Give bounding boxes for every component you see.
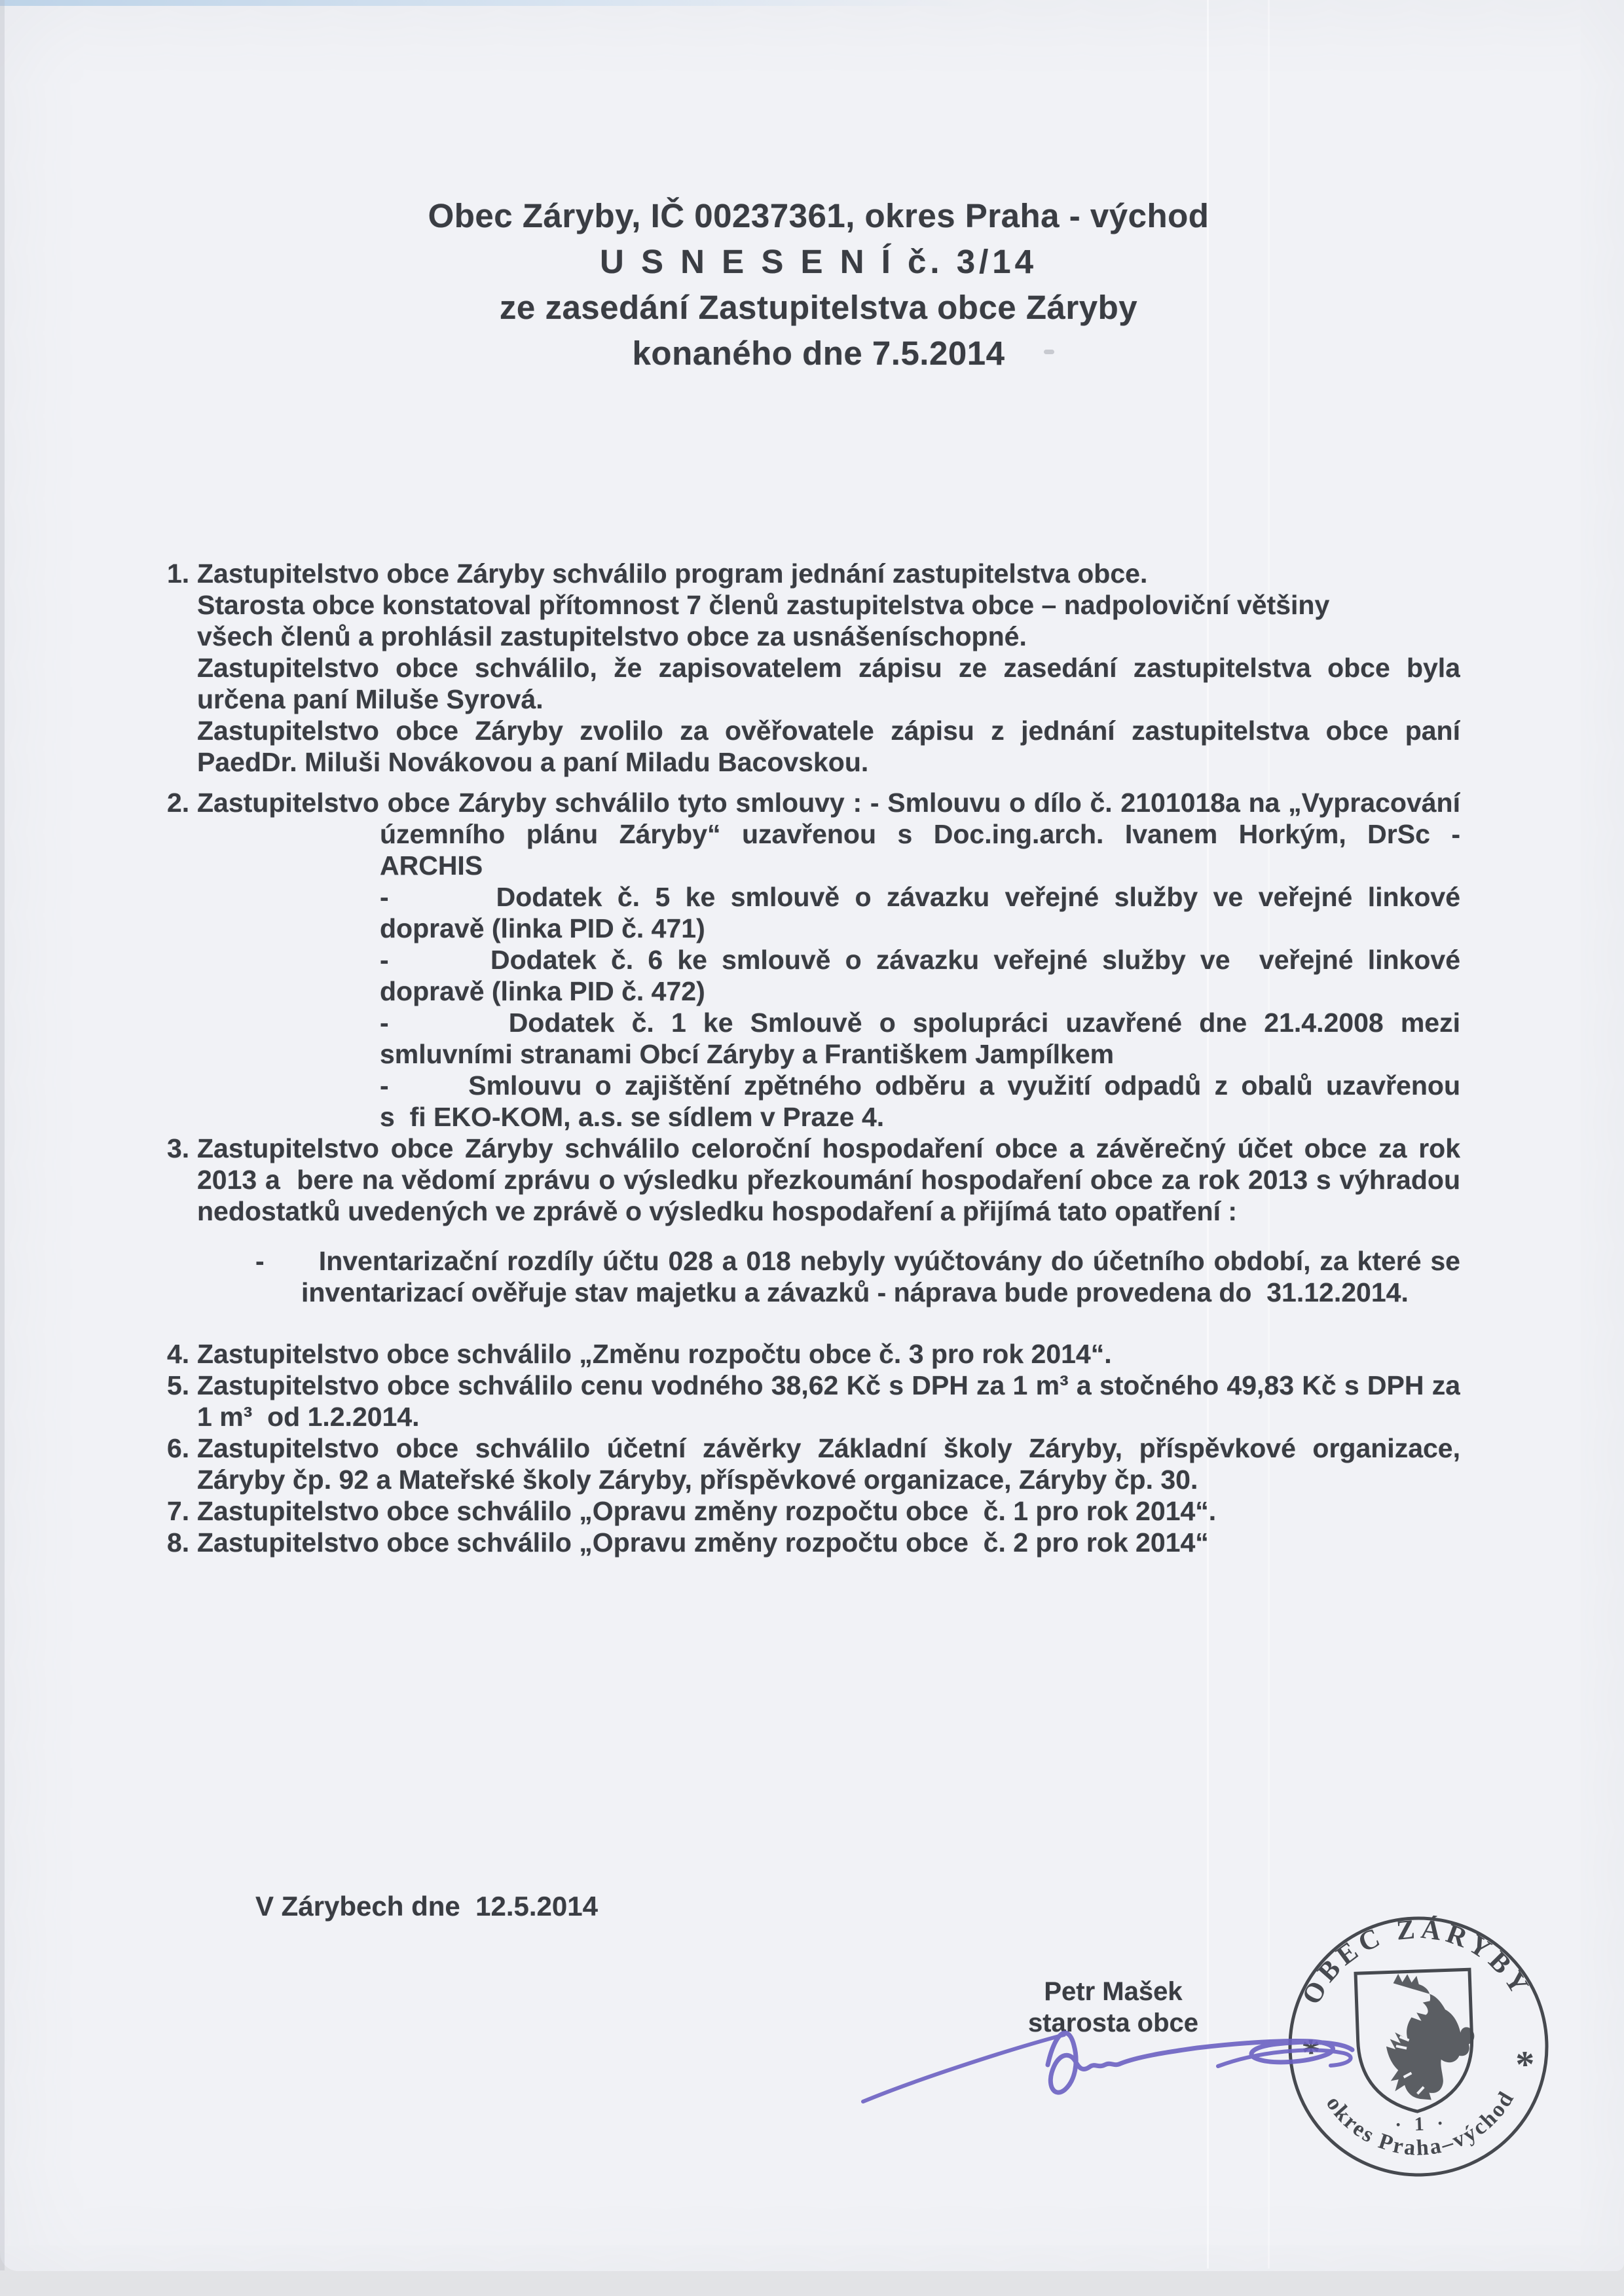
text-line: všech členů a prohlásil zastupitelstvo obce za usnášeníschopné. <box>197 621 1027 651</box>
item-content <box>197 1338 1460 1370</box>
header-line-date: konaného dne 7.5.2014 <box>632 335 1005 372</box>
header-line-session: ze zasedání Zastupitelstva obce Záryby <box>499 289 1138 326</box>
resolution-item <box>167 1338 1460 1370</box>
scan-edge-top <box>0 0 974 6</box>
item-number: 1. <box>167 558 190 589</box>
item-content <box>197 1527 1460 1558</box>
item-number: 8. <box>167 1527 190 1558</box>
text-line: ARCHIS <box>380 850 483 881</box>
signature-ink <box>851 2002 1375 2126</box>
resolution-item <box>167 1432 1460 1495</box>
item-number: 2. <box>167 788 190 818</box>
resolution-item <box>167 1370 1460 1432</box>
stamp-star-left: * <box>1301 2030 1321 2074</box>
text-line: Zastupitelstvo obce Záryby schválilo celoroční hospodaření obce a závěrečný účet obce za rok <box>197 1133 1460 1163</box>
text-line: Zastupitelstvo obce schválilo „Opravu změny rozpočtu obce č. 2 pro rok 2014“ <box>197 1527 1209 1558</box>
stamp-bottom-text: okres Praha–východ <box>1321 2086 1520 2160</box>
stamp-number: · 1 · <box>1394 2112 1448 2136</box>
text-line: Zastupitelstvo obce Záryby zvolilo za ověřovatele zápisu z jednání zastupitelstva obce paní <box>197 716 1460 746</box>
header-line-resolution-number: U S N E S E N Í č. 3/14 <box>599 243 1038 280</box>
resolution-item <box>167 558 1460 778</box>
item-number: 4. <box>167 1339 190 1369</box>
text-line: dopravě (linka PID č. 472) <box>380 976 705 1006</box>
item-number: 5. <box>167 1370 190 1400</box>
text-line: Zastupitelstvo obce schválilo cenu vodného 38,62 Kč s DPH za 1 m³ a stočného 49,83 Kč s DPH za <box>197 1370 1460 1400</box>
scan-edge-left <box>0 0 5 2270</box>
signer-name: Petr Mašek <box>1044 1977 1183 2006</box>
text-line: - Smlouvu o zajištění zpětného odběru a využití odpadů z obalů uzavřenou <box>380 1070 1460 1101</box>
item-content <box>197 1495 1460 1527</box>
item-content <box>197 1370 1460 1432</box>
text-line: Starosta obce konstatoval přítomnost 7 členů zastupitelstva obce – nadpoloviční většiny <box>197 590 1330 620</box>
text-line: Zastupitelstvo obce Záryby schválilo tyto smlouvy : - Smlouvu o dílo č. 2101018a na „Vypracování <box>197 788 1460 818</box>
text-line: Zastupitelstvo obce Záryby schválilo program jednání zastupitelstva obce. <box>197 558 1148 589</box>
text-line: nedostatků uvedených ve zprávě o výsledku hospodaření a přijímá tato opatření : <box>197 1196 1238 1226</box>
header-line-authority: Obec Záryby, IČ 00237361, okres Praha - východ <box>428 197 1209 234</box>
text-line: Zastupitelstvo obce schválilo, že zapisovatelem zápisu ze zasedání zastupitelstva obce byla <box>197 653 1460 683</box>
text-line: - Dodatek č. 5 ke smlouvě o závazku veřejné služby ve veřejné linkové <box>380 882 1460 912</box>
resolution-item <box>167 1527 1460 1558</box>
document-body <box>167 558 1460 1558</box>
item-content <box>197 558 1460 778</box>
text-line: 2013 a bere na vědomí zprávu o výsledku přezkoumání hospodaření obce za rok 2013 s výhradou <box>197 1165 1460 1195</box>
text-line: - Inventarizační rozdíly účtu 028 a 018 nebyly vyúčtovány do účetního období, za které se <box>255 1246 1460 1276</box>
text-line: PaedDr. Miluši Novákovou a paní Miladu Bacovskou. <box>197 747 869 777</box>
stamp-top-text-holder <box>1294 1910 1537 2011</box>
text-line: - Dodatek č. 6 ke smlouvě o závazku veřejné služby ve veřejné linkové <box>380 945 1460 975</box>
text-line: - Dodatek č. 1 ke Smlouvě o spolupráci uzavřené dne 21.4.2008 mezi <box>380 1008 1460 1038</box>
text-line: Zastupitelstvo obce schválilo „Změnu rozpočtu obce č. 3 pro rok 2014“. <box>197 1339 1112 1369</box>
place-date-line: V Zárybech dne 12.5.2014 <box>255 1891 598 1922</box>
resolution-item <box>167 787 1460 1133</box>
text-line: inventarizací ověřuje stav majetku a závazků - náprava bude provedena do 31.12.2014. <box>301 1277 1409 1307</box>
stamp-star-right: * <box>1515 2042 1536 2086</box>
item-content <box>197 787 1460 1133</box>
resolution-item <box>167 1495 1460 1527</box>
item-content <box>197 1432 1460 1495</box>
text-line: s fi EKO-KOM, a.s. se sídlem v Praze 4. <box>380 1102 885 1132</box>
stamp-top-text: OBEC ZÁRYBY <box>1296 1914 1537 2010</box>
text-line: Zastupitelstvo obce schválilo „Opravu změny rozpočtu obce č. 1 pro rok 2014“. <box>197 1496 1217 1526</box>
text-line: Zastupitelstvo obce schválilo účetní závěrky Základní školy Záryby, příspěvkové organizace, <box>197 1433 1460 1463</box>
item-number: 7. <box>167 1496 190 1526</box>
text-line: Záryby čp. 92 a Mateřské školy Záryby, příspěvkové organizace, Záryby čp. 30. <box>197 1465 1198 1495</box>
item-number: 3. <box>167 1133 190 1163</box>
text-line: dopravě (linka PID č. 471) <box>380 913 705 943</box>
item-content <box>197 1133 1460 1308</box>
heraldic-lion <box>1384 1971 1477 2102</box>
text-line: určena paní Miluše Syrová. <box>197 684 544 714</box>
text-line: 1 m³ od 1.2.2014. <box>197 1402 420 1432</box>
text-line: územního plánu Záryby“ uzavřenou s Doc.ing.arch. Ivanem Horkým, DrSc - <box>380 819 1460 849</box>
document-header <box>7 193 1624 376</box>
signer-title: starosta obce <box>1027 2009 1199 2037</box>
resolution-item <box>167 1133 1460 1308</box>
text-line: smluvními stranami Obcí Záryby a Františkem Jampílkem <box>380 1039 1115 1069</box>
item-number: 6. <box>167 1433 190 1463</box>
